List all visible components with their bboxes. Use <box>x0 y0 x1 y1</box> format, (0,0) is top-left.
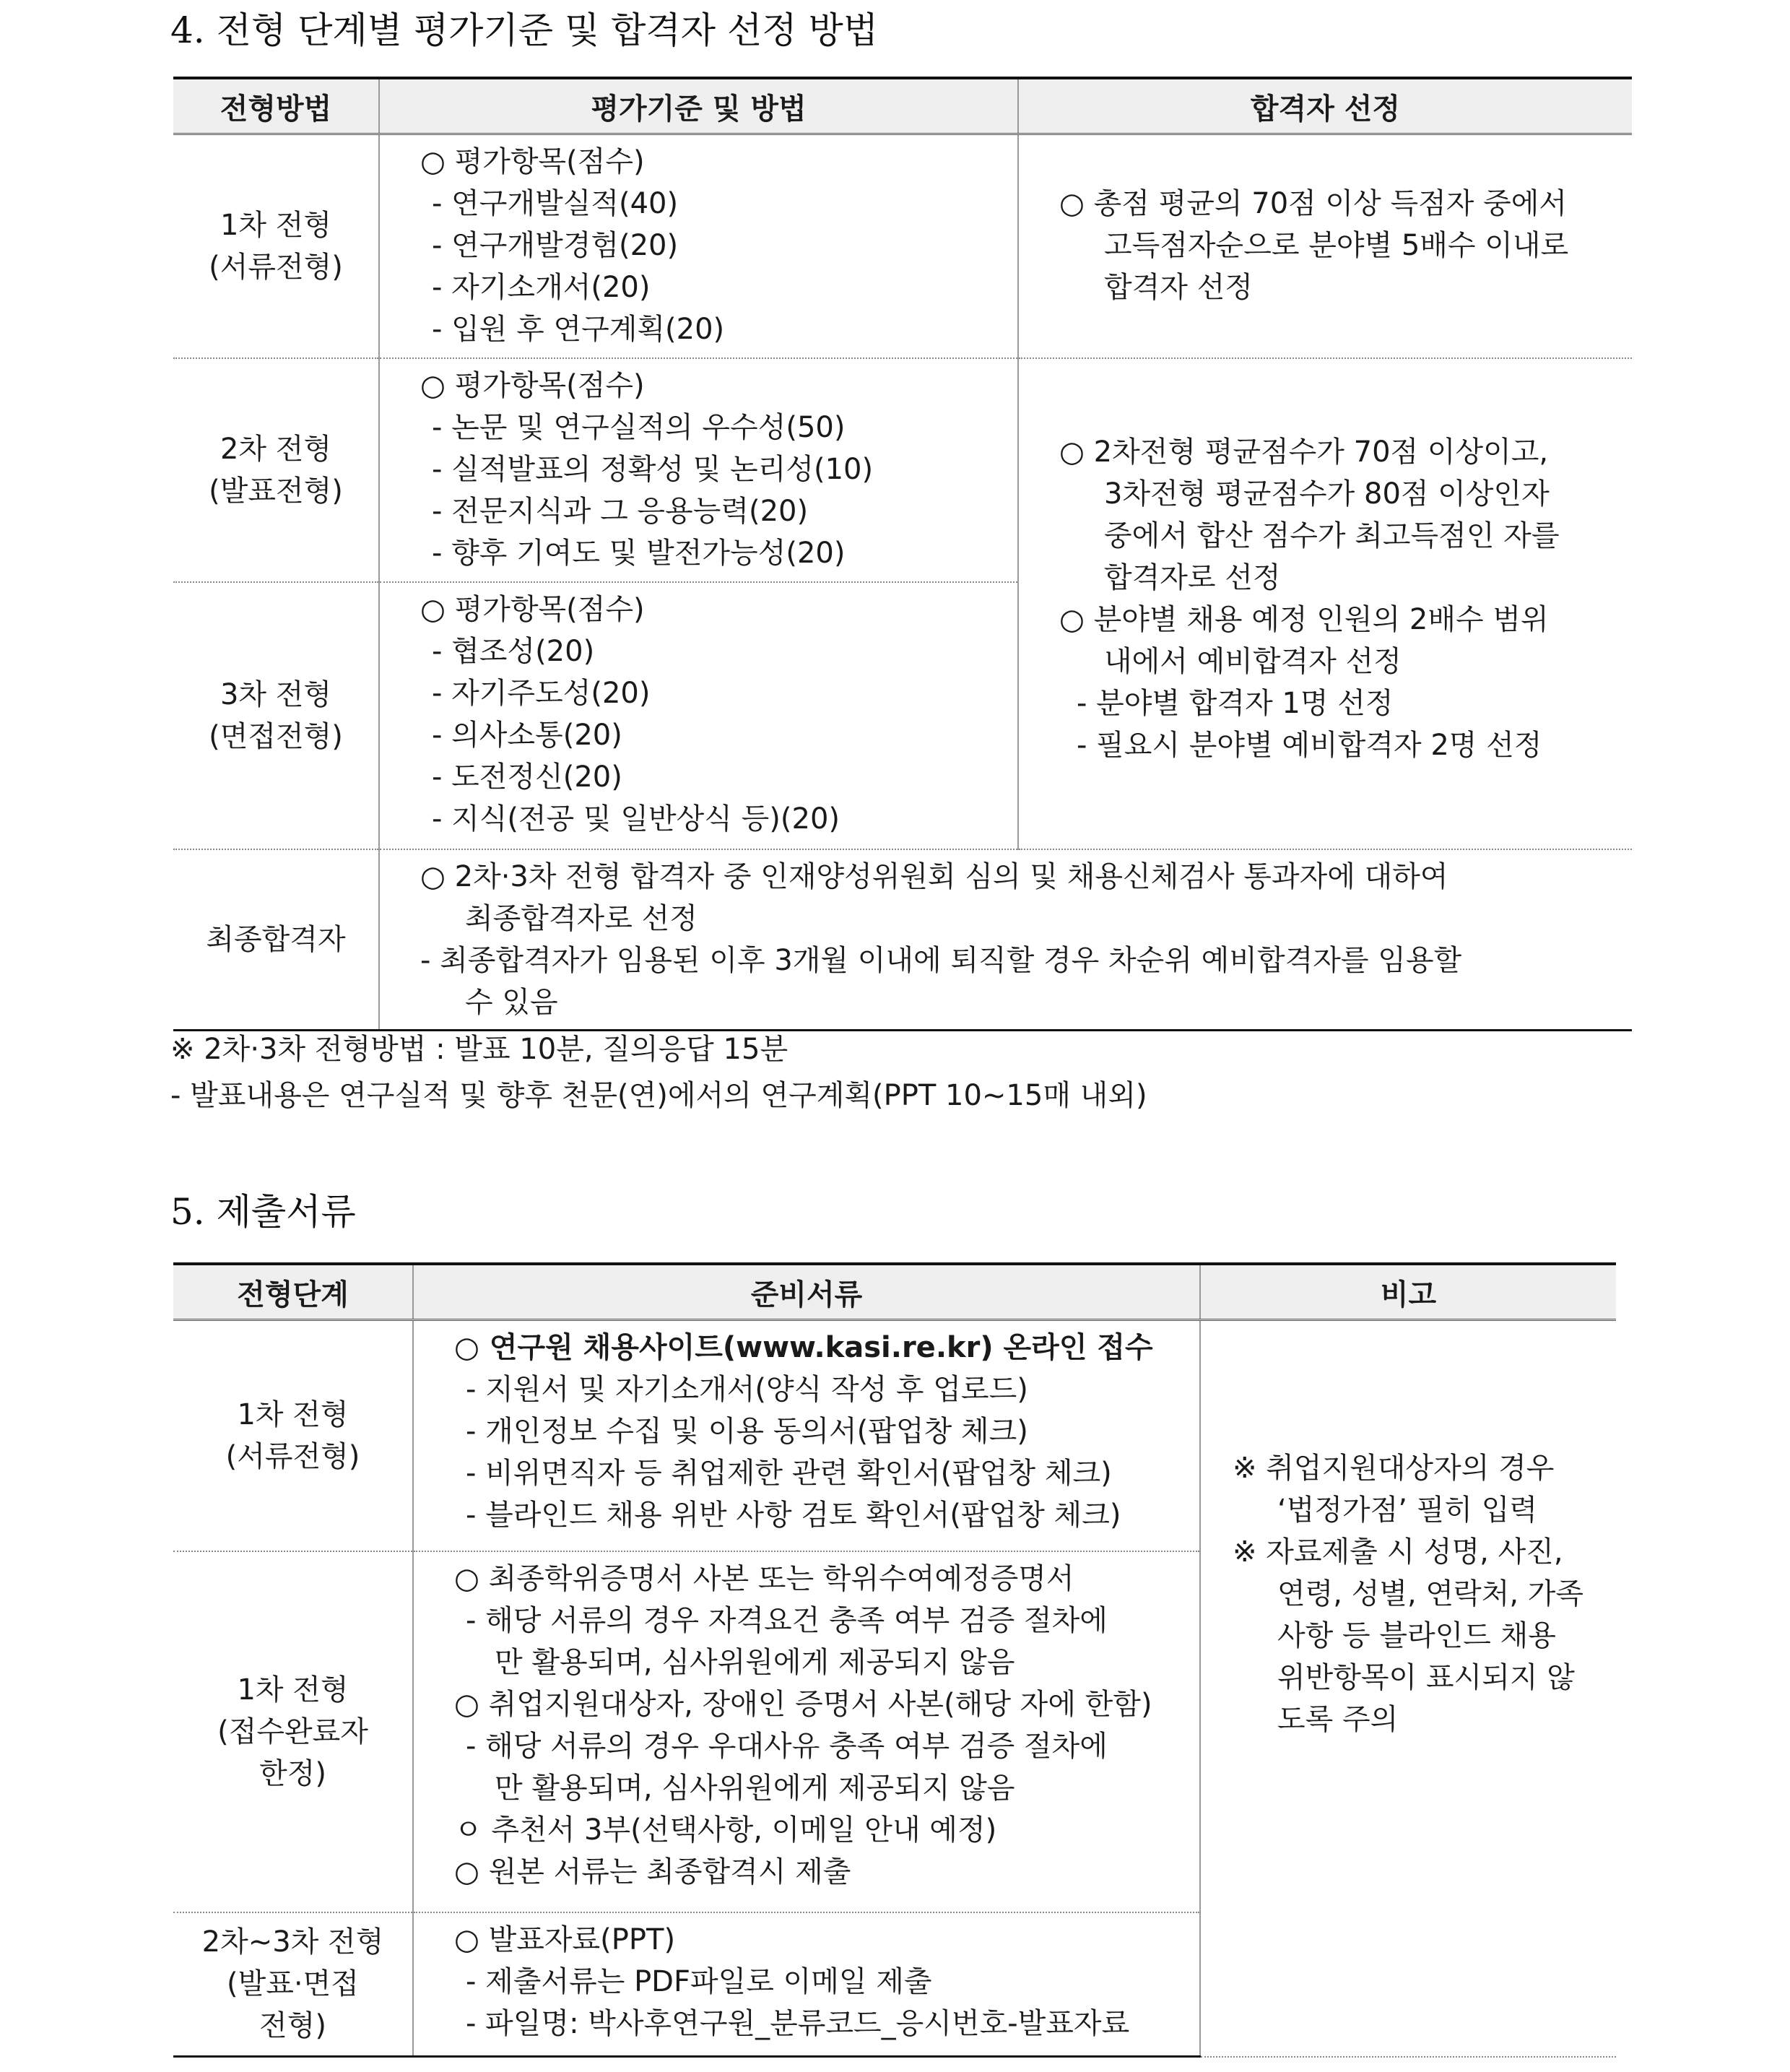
stage-sublabel: 한정) <box>259 1756 326 1790</box>
document-heading: ○ 원본 서류는 최종합격시 제출 <box>454 1855 851 1889</box>
document-item: - 파일명: 박사후연구원_분류코드_응시번호-발표자료 <box>466 2006 1130 2040</box>
header-selection: 합격자 선정 <box>1018 78 1632 134</box>
stage-cell <box>173 849 379 1031</box>
final-line: 최종합격자로 선정 <box>465 901 698 935</box>
stage-sublabel: (접수완료자 <box>217 1715 368 1748</box>
criteria-heading: ○ 평가항목(점수) <box>420 368 645 402</box>
document-item: - 제출서류는 PDF파일로 이메일 제출 <box>466 1964 932 1998</box>
stage-sublabel: (서류전형) <box>225 1439 360 1473</box>
stage-cell <box>173 582 379 849</box>
criteria-heading: ○ 평가항목(점수) <box>420 592 645 626</box>
document-item: - 개인정보 수집 및 이용 동의서(팝업창 체크) <box>466 1415 1028 1448</box>
selection-line: 중에서 합산 점수가 최고득점인 자를 <box>1104 519 1560 552</box>
header-criteria: 평가기준 및 방법 <box>379 78 1018 134</box>
documents-cell <box>413 1551 1200 1912</box>
document-heading: ○ 최종학위증명서 사본 또는 학위수여예정증명서 <box>454 1561 1074 1595</box>
stage-label: 2차~3차 전형 <box>201 1925 384 1959</box>
document-item: 만 활용되며, 심사위원에게 제공되지 않음 <box>495 1645 1015 1679</box>
document-heading: ○ 취업지원대상자, 장애인 증명서 사본(해당 자에 한함) <box>454 1687 1152 1721</box>
table-row <box>173 358 1632 582</box>
stage-sublabel: 전형) <box>259 2009 326 2043</box>
stage-label: 3차 전형 <box>220 677 332 711</box>
selection-line: 합격자 선정 <box>1104 271 1253 304</box>
document-item: - 비위면직자 등 취업제한 관련 확인서(팝업창 체크) <box>466 1457 1112 1490</box>
stage-sublabel: (발표·면접 <box>227 1967 359 2001</box>
selection-line: 합격자로 선정 <box>1104 560 1281 594</box>
submission-documents-table <box>173 1262 1616 2058</box>
criteria-item: - 의사소통(20) <box>432 718 622 752</box>
criteria-item: - 입원 후 연구계획(20) <box>432 313 725 346</box>
criteria-item: - 협조성(20) <box>432 634 595 668</box>
header-stage: 전형단계 <box>173 1264 413 1320</box>
criteria-item: - 자기소개서(20) <box>432 271 651 304</box>
final-line: ○ 2차·3차 전형 합격자 중 인재양성위원회 심의 및 채용신체검사 통과자에 대하여 <box>420 859 1448 893</box>
evaluation-criteria-table <box>173 77 1632 1031</box>
selection-line: 3차전형 평균점수가 80점 이상인자 <box>1104 477 1550 511</box>
criteria-item: - 향후 기여도 및 발전가능성(20) <box>432 536 846 570</box>
document-item: - 해당 서류의 경우 자격요건 충족 여부 검증 절차에 <box>466 1603 1108 1637</box>
criteria-item: - 실적발표의 정확성 및 논리성(10) <box>432 452 874 486</box>
criteria-item: - 자기주도성(20) <box>432 676 651 710</box>
criteria-cell <box>379 134 1018 358</box>
stage-cell <box>173 1320 413 1551</box>
method-note: ※ 2차·3차 전형방법 : 발표 10분, 질의응답 15분 <box>170 1033 788 1066</box>
header-remarks: 비고 <box>1200 1264 1616 1320</box>
stage-label: 1차 전형 <box>237 1397 349 1431</box>
selection-line: ○ 2차전형 평균점수가 70점 이상이고, <box>1059 435 1549 469</box>
table-header-row <box>173 78 1632 134</box>
stage-cell <box>173 358 379 582</box>
final-line: - 최종합격자가 임용된 이후 3개월 이내에 퇴직할 경우 차순위 예비합격자를 임용할 <box>420 943 1462 977</box>
criteria-heading: ○ 평가항목(점수) <box>420 145 645 178</box>
remark-line: ‘법정가점’ 필히 입력 <box>1277 1493 1537 1527</box>
selection-line: - 필요시 분야별 예비합격자 2명 선정 <box>1077 728 1542 762</box>
remark-line: ※ 자료제출 시 성명, 사진, <box>1233 1535 1563 1569</box>
table-row <box>173 849 1632 1031</box>
documents-cell <box>413 1912 1200 2057</box>
criteria-item: - 지식(전공 및 일반상식 등)(20) <box>432 802 840 836</box>
presentation-note: - 발표내용은 연구실적 및 향후 천문(연)에서의 연구계획(PPT 10~15매 내외) <box>170 1079 1147 1112</box>
selection-cell <box>1018 358 1632 849</box>
remark-line: 사항 등 블라인드 채용 <box>1277 1618 1556 1652</box>
criteria-cell <box>379 582 1018 849</box>
document-item: - 해당 서류의 경우 우대사유 충족 여부 검증 절차에 <box>466 1729 1108 1763</box>
header-documents: 준비서류 <box>413 1264 1200 1320</box>
criteria-item: - 전문지식과 그 응용능력(20) <box>432 494 809 528</box>
stage-label: 2차 전형 <box>220 432 332 466</box>
table-row <box>173 1320 1616 1551</box>
section-5-title: 5. 제출서류 <box>170 1191 356 1233</box>
selection-line: ○ 총점 평균의 70점 이상 득점자 중에서 <box>1059 187 1568 220</box>
stage-label: 1차 전형 <box>237 1673 349 1707</box>
documents-cell <box>413 1320 1200 1551</box>
criteria-item: - 연구개발경험(20) <box>432 229 679 262</box>
stage-sublabel: (발표전형) <box>209 474 343 508</box>
stage-label: 1차 전형 <box>220 208 332 242</box>
stage-cell <box>173 1912 413 2057</box>
section-4-title: 4. 전형 단계별 평가기준 및 합격자 선정 방법 <box>170 9 879 51</box>
final-line: 수 있음 <box>465 985 558 1019</box>
table-row <box>173 134 1632 358</box>
stage-cell <box>173 134 379 358</box>
selection-line: ○ 분야별 채용 예정 인원의 2배수 범위 <box>1059 602 1549 636</box>
selection-line: 고득점자순으로 분야별 5배수 이내로 <box>1104 229 1569 262</box>
selection-cell <box>1018 134 1632 358</box>
selection-line: - 분야별 합격자 1명 선정 <box>1077 686 1394 720</box>
final-selection-cell <box>379 849 1632 1031</box>
remark-line: 연령, 성별, 연락처, 가족 <box>1277 1577 1584 1611</box>
stage-sublabel: (서류전형) <box>209 250 343 284</box>
criteria-cell <box>379 358 1018 582</box>
table-header-row <box>173 1264 1616 1320</box>
criteria-item: - 도전정신(20) <box>432 760 622 794</box>
remark-line: 위반항목이 표시되지 않 <box>1277 1660 1575 1694</box>
document-item: 만 활용되며, 심사위원에게 제공되지 않음 <box>495 1771 1015 1805</box>
document-item: - 블라인드 채용 위반 사항 검토 확인서(팝업창 체크) <box>466 1499 1121 1532</box>
stage-label: 최종합격자 <box>206 922 346 956</box>
stage-cell <box>173 1551 413 1912</box>
stage-sublabel: (면접전형) <box>209 719 343 753</box>
document-heading: ㅇ 추천서 3부(선택사항, 이메일 안내 예정) <box>454 1813 997 1847</box>
remark-line: ※ 취업지원대상자의 경우 <box>1233 1451 1555 1485</box>
criteria-item: - 논문 및 연구실적의 우수성(50) <box>432 410 846 444</box>
selection-line: 내에서 예비합격자 선정 <box>1104 644 1402 678</box>
criteria-item: - 연구개발실적(40) <box>432 187 679 220</box>
remarks-cell <box>1200 1320 1616 2057</box>
header-method: 전형방법 <box>173 78 379 134</box>
online-application-line: ○ 연구원 채용사이트(www.kasi.re.kr) 온라인 접수 <box>454 1331 1153 1364</box>
document-item: - 지원서 및 자기소개서(양식 작성 후 업로드) <box>466 1373 1028 1406</box>
document-heading: ○ 발표자료(PPT) <box>454 1923 676 1956</box>
remark-line: 도록 주의 <box>1277 1702 1399 1736</box>
